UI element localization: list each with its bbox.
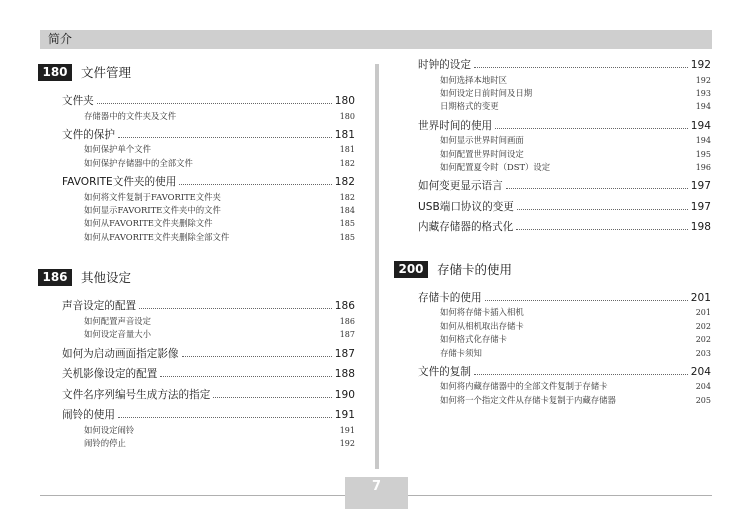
toc-entry-link[interactable] (418, 179, 711, 195)
toc-entry-link[interactable] (62, 347, 355, 363)
column-divider (375, 64, 379, 469)
toc-subentry-title: 存储器中的文件夹及文件 (84, 110, 177, 121)
page-number: 7 (371, 479, 382, 494)
toc-subentry-page: 185 (339, 232, 355, 242)
toc-entry-link[interactable] (62, 299, 355, 315)
toc-subentry-link[interactable] (418, 306, 711, 319)
toc-subentry-title: 如何将文件复制于FAVORITE文件夹 (84, 191, 221, 202)
toc-entry (418, 291, 711, 365)
toc-subentry-link[interactable] (418, 134, 711, 147)
toc-entry-link[interactable] (418, 220, 711, 236)
footer-rule-right (408, 495, 712, 496)
toc-subentry-link[interactable] (62, 110, 355, 123)
toc-subentry-page: 193 (695, 88, 711, 98)
toc-subentry-page: 180 (339, 111, 355, 121)
toc-entry (418, 365, 711, 412)
toc-subentry-title: 如何格式化存储卡 (440, 334, 507, 345)
toc-subentry-title: 存储卡须知 (440, 347, 482, 358)
toc-entry-page: 197 (690, 180, 711, 193)
toc-entry-link[interactable] (62, 94, 355, 110)
right-column (398, 58, 711, 412)
toc-entry-title: 世界时间的使用 (418, 119, 493, 132)
toc-leader (506, 188, 688, 189)
toc-entry (418, 220, 711, 241)
toc-entry (62, 128, 355, 175)
toc-subentry-link[interactable] (62, 231, 355, 244)
toc-subentry-page: 192 (695, 75, 711, 85)
toc-entry-title: 存储卡的使用 (418, 291, 482, 304)
toc-subentry-link[interactable] (62, 204, 355, 217)
toc-subentry-link[interactable] (418, 148, 711, 161)
toc-subentry-title: 如何配置声音设定 (84, 315, 151, 326)
entry-gap (62, 450, 355, 455)
toc-entry (62, 367, 355, 388)
section-heading (38, 269, 355, 289)
toc-subentry-title: 如何显示世界时间画面 (440, 135, 524, 146)
toc-entry (418, 58, 711, 119)
toc-entry-page: 182 (334, 176, 355, 189)
toc-entry-page: 198 (690, 221, 711, 234)
toc-entry-link[interactable] (62, 128, 355, 144)
toc-subentry-page: 202 (695, 335, 711, 345)
section-gap (62, 249, 355, 263)
toc-subentry-page: 194 (695, 102, 711, 112)
toc-subentry-title: 日期格式的变更 (440, 101, 499, 112)
toc-subentry-title: 如何从FAVORITE文件夹删除全部文件 (84, 231, 230, 242)
toc-entry-link[interactable] (62, 175, 355, 191)
toc-entry-link[interactable] (62, 388, 355, 404)
toc-leader (179, 184, 331, 185)
toc-subentry-link[interactable] (418, 333, 711, 346)
toc-entry-page: 186 (334, 300, 355, 313)
toc-subentry-title: 如何将存储卡插入相机 (440, 307, 524, 318)
toc-subentry-link[interactable] (418, 161, 711, 174)
section-title: 其他设定 (81, 270, 132, 286)
toc-leader (517, 209, 688, 210)
toc-entry-title: 文件的保护 (62, 128, 115, 141)
toc-leader (139, 308, 332, 309)
toc-entry (62, 299, 355, 346)
toc-subentry-page: 182 (339, 192, 355, 202)
toc-entry-title: 如何变更显示语言 (418, 180, 503, 193)
toc-entry-title: 关机影像设定的配置 (62, 368, 158, 381)
toc-entry-title: 如何为启动画面指定影像 (62, 347, 179, 360)
footer-rule-left (40, 495, 345, 496)
toc-subentry-page: 192 (339, 438, 355, 448)
toc-leader (118, 137, 332, 138)
toc-leader (516, 229, 687, 230)
toc-leader (213, 397, 331, 398)
toc-entry (62, 175, 355, 249)
toc-entry-link[interactable] (62, 408, 355, 424)
toc-leader (160, 376, 331, 377)
left-column (42, 58, 355, 455)
toc-entry-link[interactable] (418, 200, 711, 216)
toc-leader (97, 103, 332, 104)
toc-entry-page: 190 (334, 388, 355, 401)
toc-subentry-link[interactable] (418, 394, 711, 407)
toc-entry-title: USB端口协议的变更 (418, 200, 514, 213)
toc-entry-title: 文件夹 (62, 95, 94, 107)
toc-subentry-title: 如何配置世界时间设定 (440, 148, 524, 159)
section-number-badge: 180 (38, 64, 72, 81)
section-number-badge: 186 (38, 269, 72, 286)
toc-subentry-link[interactable] (62, 437, 355, 450)
toc-subentry-title: 如何从FAVORITE文件夹删除文件 (84, 218, 213, 229)
toc-entry-page: 201 (690, 291, 711, 304)
section-heading (394, 261, 711, 281)
toc-entry-link[interactable] (418, 58, 711, 74)
toc-entry-page: 204 (690, 365, 711, 378)
toc-entry (62, 94, 355, 128)
toc-entry-title: 内藏存储器的格式化 (418, 221, 514, 234)
toc-entry (418, 119, 711, 180)
toc-entry-title: FAVORITE文件夹的使用 (62, 176, 177, 189)
toc-subentry-page: 204 (695, 382, 711, 392)
toc-leader (118, 417, 332, 418)
section-number-badge: 200 (394, 261, 428, 278)
toc-entry-page: 192 (690, 59, 711, 71)
toc-entry-title: 文件的复制 (418, 365, 471, 378)
toc-subentry-title: 如何保护存储器中的全部文件 (84, 157, 193, 168)
section-heading (38, 64, 355, 84)
toc-subentry-page: 182 (339, 158, 355, 168)
toc-subentry-title: 如何设定闹铃 (84, 424, 135, 435)
toc-subentry-link[interactable] (418, 320, 711, 333)
toc-subentry-page: 195 (695, 149, 711, 159)
toc-subentry-link[interactable] (418, 74, 711, 87)
toc-subentry-link[interactable] (62, 143, 355, 156)
toc-subentry-page: 181 (339, 145, 355, 155)
toc-subentry-title: 如何保护单个文件 (84, 144, 151, 155)
toc-subentry-title: 闹铃的停止 (84, 437, 126, 448)
toc-subentry-link[interactable] (62, 424, 355, 437)
toc-entry-title: 文件名序列编号生成方法的指定 (62, 388, 211, 401)
toc-entry-link[interactable] (418, 365, 711, 381)
toc-subentry-title: 如何将一个指定文件从存储卡复制于内藏存储器 (440, 394, 616, 405)
toc-subentry-link[interactable] (418, 380, 711, 393)
toc-entry-page: 180 (334, 95, 355, 107)
toc-subentry-title: 如何配置夏令时（DST）设定 (440, 161, 551, 172)
toc-subentry-page: 201 (695, 308, 711, 318)
page-number-box (345, 477, 408, 509)
toc-subentry-page: 184 (339, 206, 355, 216)
header-bar (40, 30, 712, 49)
toc-subentry-page: 196 (695, 162, 711, 172)
toc-subentry-link[interactable] (62, 157, 355, 170)
toc-entry-link[interactable] (418, 119, 711, 135)
toc-subentry-title: 如何显示FAVORITE文件夹中的文件 (84, 205, 221, 216)
toc-subentry-page: 187 (339, 330, 355, 340)
toc-subentry-link[interactable] (418, 100, 711, 113)
toc-subentry-title: 如何选择本地时区 (440, 74, 507, 85)
toc-subentry-page: 202 (695, 321, 711, 331)
toc-entry-title: 声音设定的配置 (62, 300, 137, 313)
toc-subentry-link[interactable] (62, 315, 355, 328)
toc-entry (62, 347, 355, 368)
toc-subentry-page: 194 (695, 136, 711, 146)
toc-entry-page: 197 (690, 200, 711, 213)
toc-entry-page: 191 (334, 409, 355, 422)
toc-subentry-title: 如何设定日前时间及日期 (440, 87, 533, 98)
toc-entry-title: 闹铃的使用 (62, 409, 115, 422)
toc-entry (418, 200, 711, 221)
toc-entry-page: 181 (334, 128, 355, 141)
toc-entry (62, 388, 355, 409)
section-title: 存储卡的使用 (437, 261, 513, 277)
header-title: 简介 (48, 32, 73, 46)
toc-subentry-link[interactable] (62, 191, 355, 204)
toc-entry-link[interactable] (418, 291, 711, 307)
toc-subentry-page: 185 (339, 219, 355, 229)
toc-subentry-page: 191 (339, 425, 355, 435)
toc-subentry-link[interactable] (62, 328, 355, 341)
toc-leader (495, 128, 688, 129)
toc-subentry-link[interactable] (62, 217, 355, 230)
toc-subentry-link[interactable] (418, 87, 711, 100)
toc-leader (485, 300, 688, 301)
toc-subentry-link[interactable] (418, 347, 711, 360)
toc-entry-title: 时钟的设定 (418, 59, 471, 71)
toc-leader (474, 374, 688, 375)
entry-gap (418, 407, 711, 412)
toc-leader (474, 67, 688, 68)
toc-entry (418, 179, 711, 200)
toc-entry-page: 187 (334, 347, 355, 360)
toc-entry-link[interactable] (62, 367, 355, 383)
toc-subentry-page: 205 (695, 395, 711, 405)
toc-entry-page: 194 (690, 119, 711, 132)
section-gap (418, 241, 711, 255)
toc-entry (62, 408, 355, 455)
toc-leader (182, 356, 332, 357)
toc-subentry-title: 如何设定音量大小 (84, 329, 151, 340)
toc-subentry-title: 如何从相机取出存储卡 (440, 320, 524, 331)
section-title: 文件管理 (81, 65, 132, 80)
toc-subentry-page: 186 (339, 316, 355, 326)
toc-entry-page: 188 (334, 368, 355, 381)
toc-subentry-title: 如何将内藏存储器中的全部文件复制于存储卡 (440, 381, 608, 392)
toc-subentry-page: 203 (695, 348, 711, 358)
